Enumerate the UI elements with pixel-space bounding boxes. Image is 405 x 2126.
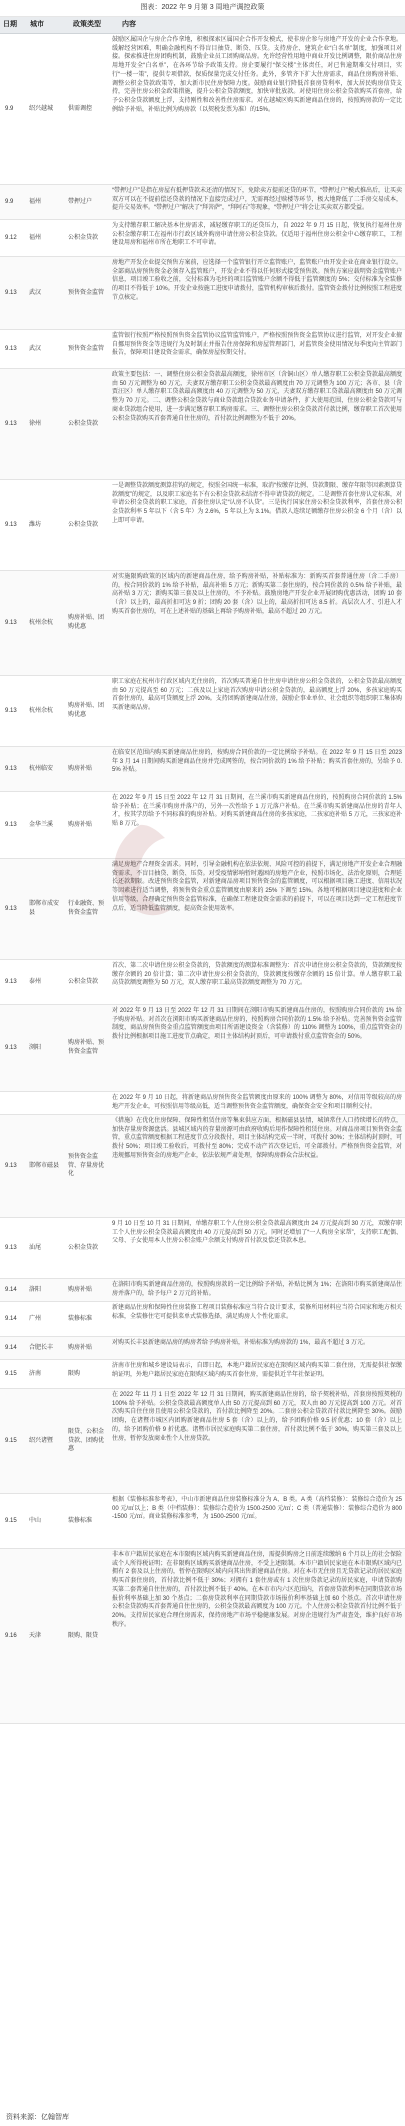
table-row (0, 1005, 405, 1092)
table-body (0, 34, 405, 1724)
row-content: 非本市户籍居民家庭在本市限购区域内购买新建商品住房，需提供购房之日前连续缴纳 6 个月以上的社会保险或个人所得税证明；在非限购区域购买新建商品住房，不受上述限制。本市户籍居民家庭在本市限购区域内已拥有 2 套及以上住房的，暂停在限购区域内向其出售新建商品住房。对在本市无住房且无贷款记录的居民家庭购买首套住房的，首付款比例不低于 30%；对拥有 1 套住房或有 1 次住房贷款记录的居民家庭，申请贷款购买第二套普通自住住房的，首付款比例不低于 40%。在本市市内六区范围内，首套房贷款利率在同期贷款市场报价利率基础上加 30 个基点；二套房贷款利率在同期贷款市场报价利率基础上加 60 个基点。首次申请住房公积金贷款购买首套普通自住住房的，公积金贷款最高额度为 100 万元。个人住房公积金贷款首付比例不低于 20%。支持居民家庭合理住房需求，保持房地产市场平稳健康发展。对房企违规行为严肃查处，维护良好市场秩序。 (112, 1552, 402, 1628)
table-row (0, 960, 405, 1005)
row-city: 洛阳 (29, 1286, 42, 1293)
row-content: 一是调整贷款额度测算挂钩的规定，按照全国统一标准，取消“按缴存比例、贷款期限、缴存年限等因素测算贷款额度”的规定，以及职工家庭名下有公积金贷款未结清不得申请贷款的规定。二是调整首套住房认定标准，对申请公积金贷款的职工家庭，首套住房认定“认房不认贷”。三是执行国家住房公积金贷款利率，首套住房公积金贷款利率 5 年以下（含 5 年）为 2.6%，5 年以上为 3.1%。借款人连续足额缴存住房公积金 6 个月（含）以上即可申请。 (112, 483, 403, 524)
row-content: 首次、第二次申请住房公积金贷款的，贷款额度的测算标准调整为：首次申请住房公积金贷款的，贷款额度按缴存余额的 20 倍计算；第二次申请住房公积金贷款的，贷款额度按缴存余额的 15 倍计算。单人缴存职工最高贷款额度调整为 50 万元，双人缴存职工最高贷款额度调整为 70 万元。 (112, 963, 402, 987)
row-content: “带押过户”是指在房屋有抵押贷款未还清的情况下，免除卖方提前还贷的环节，“带押过户”模式推出后，让买卖双方可以在不提前偿还贷款的情况下直接完成过户，无需再经过赎楼等环节，极大地降低了二手房交易成本，提升交易效率。“带押过户”解决了“拜菩萨”，“拜阿石”等现象，“带押过户”将会让买卖双方都受益。 (112, 188, 402, 212)
table-row (0, 1549, 405, 1724)
row-city: 济南 (29, 1370, 42, 1377)
row-city: 广州 (29, 1315, 42, 1322)
row-date: 9.14 (5, 1286, 17, 1293)
row-date: 9.13 (5, 765, 17, 772)
row-policy-type: 预售资金监管、存量房优化 (68, 1153, 105, 1178)
table-title: 图表：2022 年 9 月第 3 周地产调控政策 (0, 0, 405, 17)
row-content: 在洛阳市购买新建商品住房的，按照购房款的一定比例给予补贴，补贴比例为 1%；在洛阳市购买新建商品住房并落户的，给予每户 2 万元的补贴。 (112, 1282, 402, 1297)
row-city: 杭州临安 (29, 765, 54, 772)
row-date: 9.15 (5, 1517, 17, 1524)
row-city: 福州 (29, 234, 42, 241)
row-policy-type: 购房补贴、团购优惠 (68, 615, 105, 630)
row-policy-type: 限购 (68, 1370, 81, 1377)
row-city: 武汉 (29, 289, 42, 296)
row-city: 邯郸市磁县 (29, 1162, 60, 1169)
row-policy-type: 购房补贴 (68, 821, 93, 828)
table-row (0, 34, 405, 185)
row-policy-type: 公积金贷款 (68, 234, 99, 241)
row-content: 监管银行按照严格按照预售资金监管协议监管监管账户，严格按照预售资金监管协议进行监管，对开发企业擅自挪用预售资金等违规行为及时制止并报告住房保障和房屋管理部门，对监管资金使用情况每季度向主管部门报告，保障项目建设资金需求，确保房屋按期交付。 (112, 333, 402, 357)
table-row (0, 571, 405, 676)
row-city: 邯郸市成安县 (29, 901, 60, 916)
table-row (0, 747, 405, 792)
row-content: 对购买长丰县新建商品房的购房者给予购房补贴，补贴标准为购房款的 1%，最高不超过 3 万元。 (112, 1340, 370, 1346)
table-row (0, 257, 405, 330)
table-row (0, 369, 405, 480)
row-policy-type: 预售资金监管 (68, 289, 105, 296)
row-date (0, 1092, 24, 1114)
row-date: 9.13 (5, 521, 17, 528)
row-city: 汕尾 (29, 1244, 42, 1251)
row-city: 潍坊 (29, 521, 42, 528)
row-content: 在 2022 年 11 月 1 日至 2022 年 12 月 31 日期间，购买新建商品住房的，给予契税补贴，首套房按照契税的 100% 给予补贴。公积金贷款最高额度单人由 50 万元提高到 60 万元，双人由 80 万元提高到 100 万元。对首次购买自住住房且使用公积金贷款的，首付款比例降至 20%。二套房公积金贷款首付款比例降至 30%。鼓励团购，在诸暨市城区内团购新建商品住房 5 套（含）以上的，给予团购价格 9.5 折优惠；10 套（含）以上的，给予团购价格 9 折优惠。诸暨市居民家庭购买第二套住房，首付款比例不低于 30%，购买第三套及以上住房，暂停发放商业性个人住房贷款。 (112, 1392, 402, 1442)
row-date: 9.13 (5, 345, 17, 352)
row-city: 泰州 (29, 978, 42, 985)
row-content: 在 2022 年 9 月 15 日至 2022 年 12 月 31 日期间，在兰溪市购买新建商品住房的，按照购房合同价款的 1.5% 给予补贴；在兰溪市购房并落户的，另外一次性给予 1 万元落户补贴。在兰溪市购买新建商品住房的青年人才，按其学历给予不同标准的购房补贴。对购买新建商品住房的多孩家庭，二孩家庭补贴 5 万元，三孩家庭补贴 8 万元。 (112, 795, 402, 828)
row-city: 绍兴诸暨 (29, 1437, 54, 1444)
table-row (0, 1360, 405, 1389)
row-date: 9.13 (5, 707, 17, 714)
table-row (0, 1389, 405, 1494)
row-content: 9 月 10 日至 10 月 31 日期间，单缴存职工个人住房公积金贷款最高额度由 24 万元提高到 30 万元，双缴存职工个人住房公积金贷款最高额度由 40 万元提高到 50 万元。同时还增加了“一人购房全家帮”，支持职工配偶、父母、子女使用本人住房公积金账户余额支付购房首付款及偿还贷款本息。 (112, 1221, 402, 1245)
row-policy-type: 预售资金监管 (68, 345, 105, 352)
row-city: 武汉 (29, 345, 42, 352)
row-policy-type: 购房补贴 (68, 765, 93, 772)
row-content: 济南市住房和城乡建设局表示，自即日起，本地户籍居民家庭在限购区域内购买第二套住房，无需提供社保缴纳证明，外地户籍居民家庭在限购区域内购买首套住房，需提供近半年社保证明。 (112, 1363, 402, 1378)
row-content: 房地产开发企业提交预售方案前，应选择一个监管银行开立监管账户，监管账户由开发企业在商业银行设立。全部商品房预售资金必须存入监管账户，开发企业不得以任何形式接受预售款。预售方案应载明资金监管账户信息，项目竣工验收之前，交付标准为毛坯的项目监管账户余额不得低于监管额度的 5%；交付标准为全装修的项目不得低于 10%。开发企业按施工进度申请拨付，监管机构审核后拨付。监管资金拨付比例按照工程进度节点核定。 (112, 260, 402, 301)
row-policy-type: 购房补贴、团购优惠 (68, 703, 105, 718)
header-city: 城市 (30, 21, 44, 28)
row-policy-type: 购房补贴 (68, 1344, 93, 1351)
row-date: 9.13 (5, 905, 17, 912)
row-date: 9.13 (5, 289, 17, 296)
row-date: 9.15 (5, 1370, 17, 1377)
table-row (0, 330, 405, 369)
row-content: 对 2022 年 9 月 13 日至 2022 年 12 月 31 日期间在浏阳市购买新建商品住房的，按照购房合同价款的 1% 给予购房补贴。对首次在浏阳市购买新建商品住房的，按照购房合同价款的 1.5% 给予补贴。完善预售资金监管制度，商品房预售资金重点监管额度由项目所需建设资金（含装修）的 110% 调整为 100%，重点监管资金的拨付比例根据项目施工进度节点确定，项目主体结构封顶后，可申请拨付重点监管资金的 50%。 (112, 1008, 402, 1041)
row-city: 福州 (29, 198, 42, 205)
row-policy-type: 行业融资、预售资金监管 (68, 901, 105, 916)
row-date: 9.13 (5, 821, 17, 828)
row-policy-type: 公积金贷款 (68, 521, 99, 528)
row-policy-type: 装修标准 (68, 1517, 93, 1524)
row-city: 浏阳 (29, 1044, 42, 1051)
table-row (0, 185, 405, 220)
row-content: 根据《装修标准参考表》，中山市新建商品住房装修标准分为 A、B 类。A 类（高档装修）：装修综合造价为 2500 元/㎡以上；B 类（中档装修）：装修综合造价为 1500-2500 元/㎡；C 类（普通装修）：装修综合造价为 800-1500 元/㎡。商业装修标准参考，为 1500-2500 元/㎡。 (112, 1497, 402, 1521)
row-date: 9.13 (5, 1244, 17, 1251)
table-row (0, 220, 405, 257)
row-policy-type (64, 1092, 110, 1114)
row-policy-type: 公积金贷款 (68, 420, 99, 427)
table-row (0, 1115, 405, 1218)
row-policy-type: 公积金贷款 (68, 1244, 99, 1251)
row-content: 《措施》在优化住房保障、保障性租赁住房等集束供应方面，根据磁县县情，城镇常住人口持续增长的特点，加快存量房资源盘活。县城区域内的存量房源可由政府收购后用作保障性租赁住房。对商品房项目预售资金监管，重点监管额度根据工程进度节点分段拨付，项目主体结构完成一半时，可拨付 30%；主体结构封顶时，可拨付 50%；项目竣工验收后，可拨付至 80%；完成不动产首次登记后，可全部拨付。严格预售资金监管，对违规挪用预售资金的房地产企业，依法依规严肃处理，保障购房群众合法权益。 (112, 1118, 402, 1159)
row-date: 9.13 (5, 420, 17, 427)
row-policy-type: 购房补贴、预售资金监管 (68, 1040, 105, 1055)
row-city: 合肥长丰 (29, 1344, 54, 1351)
row-date: 9.13 (5, 1044, 17, 1051)
row-date: 9.12 (5, 234, 17, 241)
table-row (0, 480, 405, 571)
row-date: 9.9 (5, 105, 14, 112)
row-date: 9.16 (5, 1632, 17, 1639)
row-content: 职工家庭在杭州市行政区域内无住房的，首次购买普通自住住房申请住房公积金贷款的，公积金贷款最高额度由 50 万元提高至 60 万元；二孩及以上家庭首次购房申请公积金贷款的，最高额度上浮 20%，多孩家庭购买首套住房的，最高可贷额度上浮 20%。支持团购新建商品住房，鼓励企事业单位、社会组织等组织职工集体购买新建商品房。 (112, 679, 402, 712)
row-policy-type: 购房补贴 (68, 1286, 93, 1293)
table-row (0, 1337, 405, 1360)
row-policy-type: 限购、限贷 (68, 1632, 99, 1639)
header-type: 政策类型 (73, 21, 101, 28)
table-row (0, 1494, 405, 1549)
row-policy-type: 供需调控 (68, 105, 93, 112)
row-city: 徐州 (29, 420, 42, 427)
row-date: 9.13 (5, 1162, 17, 1169)
row-content: 满足房地产合理资金需求。同时，引导金融机构在依法依规、风险可控的前提下，满足房地产开发企业合理融资需求，不盲目抽贷、断贷、压贷。对受疫情影响暂时遇困的房地产企业，按照市场化、法治化原则，合理延长还款期限。改进预售资金监管，对新建商品房项目预售资金的监管额度，可以根据项目施工进度、信用状况等因素进行适当调整，将预售资金重点监管额度由原来的 25% 下调至 15%。各地可根据项目建设进度和企业信用等级，合理确定预售资金监管标准，在确保工程建设资金需求的前提下，可以在项目达到一定工程进度节点后，适当降低监管额度，提高资金使用效率。 (112, 862, 402, 912)
row-content: 政策主要包括：一、调整住房公积金贷款最高额度，徐州市区（含铜山区）单人缴存职工公积金贷款最高额度由 50 万元调整为 60 万元，夫妻双方缴存职工公积金贷款最高额度由 70 万元调整为 100 万元；各市、县（含贾汪区）单人缴存职工贷款最高额度由 40 万元调整为 50 万元，夫妻双方缴存职工贷款最高额度由 50 万元调整为 70 万元。二、调整公积金贷款与商业贷款组合贷款业务申请条件，扩大使用范围，住房公积金贷款可与商业贷款组合使用，进一步满足缴存职工购房需求。三、调整住房公积金贷款首付款比例，缴存职工首次使用公积金贷款购买首套普通自住住房的，首付款比例调整为不低于 20%。 (112, 372, 402, 422)
header-date: 日期 (3, 21, 17, 28)
row-city: 杭州余杭 (29, 707, 54, 714)
table-row (0, 676, 405, 747)
table-row (0, 792, 405, 859)
row-policy-type: 装修标准 (68, 1315, 93, 1322)
row-policy-type: 带押过户 (68, 198, 93, 205)
row-city: 绍兴越城 (29, 105, 54, 112)
row-date: 9.13 (5, 619, 17, 626)
row-city: 杭州余杭 (29, 619, 54, 626)
row-city: 中山 (29, 1517, 42, 1524)
table-row (0, 1279, 405, 1302)
table-row (0, 1302, 405, 1337)
row-content: 新建商品住房和保障性住房装修工程项目装修标准应当符合设计要求，装修所用材料应当符合国家和地方相关标准，全装修住宅可提供菜单式装修选择，满足购房人个性化需求。 (112, 1305, 402, 1320)
source-note: 资料来源：亿翰智库 (6, 2114, 69, 2121)
row-city (24, 1092, 64, 1114)
header-content: 内容 (122, 21, 136, 28)
row-date: 9.14 (5, 1315, 17, 1322)
row-date: 9.13 (5, 978, 17, 985)
row-policy-type: 公积金贷款 (68, 978, 99, 985)
table-row (0, 1092, 405, 1115)
row-date: 9.14 (5, 1344, 17, 1351)
table-header (0, 17, 405, 34)
row-date: 9.9 (5, 198, 14, 205)
row-date: 9.15 (5, 1437, 17, 1444)
table-row (0, 1218, 405, 1279)
row-content: 在 2022 年 9 月 10 日起，将新建商品房预售资金监管额度由原来的 100% 调整为 80%，对信用等级较高的房地产开发企业，可按照信用等级高低，适当调整预售资金监管额度，确保资金安全和项目顺利交付。 (112, 1095, 402, 1110)
row-content: 为支持缴存职工解决基本住房需求，减轻缴存职工的还贷压力，自 2022 年 9 月 15 日起，恢复执行福州住房公积金缴存职工在福州市行政区域外购房申请住房公积金贷款。仅适用于福州住房公积金中心缴存职工，工程建设用房和福州市所在地职工不可申请。 (112, 223, 402, 247)
row-policy-type: 限贷、公积金贷款、团购优惠 (68, 1428, 105, 1453)
row-city: 天津 (29, 1632, 42, 1639)
row-content: 在临安区范围内购买新建商品住房的，按购房合同价款的一定比例给予补贴。在 2022 年 9 月 15 日至 2023 年 3 月 14 日期间购买新建商品住房并完成网签的，按合同价款的 1% 给予补贴；购买首套住房的，另给予 0.5% 补贴。 (112, 750, 402, 774)
row-city: 金华兰溪 (29, 821, 54, 828)
table-row (0, 859, 405, 960)
row-content: 鼓励区属国企与房企合作拿地，积极探索区属国企合作开发模式，使非房企参与房地产开发的企业合作拿地。缓解经营困难，明确金融机构不得盲目抽贷、断贷、压贷。支持房企、建筑企业“白名单”制度，加强项目对接。探索推进住房团购机制，鼓励企业员工团购商品房。允许经营性用地中商业开发比例调整，限价商品住房用地开发全“白名单”，在各环节给予政策支持。房企要履行“保交楼”主体责任，对已售逾期难交付项目，实行“一楼一策”，提供专项借款，保质保量完成交付任务。此外，多管齐下扩大住房需求，商品住房购房补贴、调整公积金贷款政策等，加大新市民住房保障力度。鼓励商业银行降低首套房贷利率，加大居民购房信贷支持，完善住房公积金政策措施，提升公积金贷款额度，加快审批放款。对使用住房公积金贷款购买首套房，给予公积金贷款额度上浮，支持刚性和改善性住房需求。对在越城区购买新建商品住房的，按照购房款的一定比例给予补贴，补贴比例为购房款（以契税发票为准）的15%。 (112, 37, 402, 113)
row-content: 对实施限购政策的区域内的新建商品住房，给予购房补贴，补贴标准为：新购买首套普通住房（含二手房）的，按合同价款的 1% 给予补贴，最高补贴 5 万元；新购买第二套住房的，按合同价款的 0.5% 给予补贴，最高补贴 3 万元；新购买第三套及以上住房的，不予补贴。鼓励房地产开发企业开展团购优惠活动，团购 10 套（含）以上的，最高折扣可达 9 折；团购 20 套（含）以上的，最高折扣可达 8.5 折。高层次人才、引进人才购买首套住房的，可在上述补贴的基础上再给予购房补贴，最高不超过 20 万元。 (112, 574, 402, 615)
